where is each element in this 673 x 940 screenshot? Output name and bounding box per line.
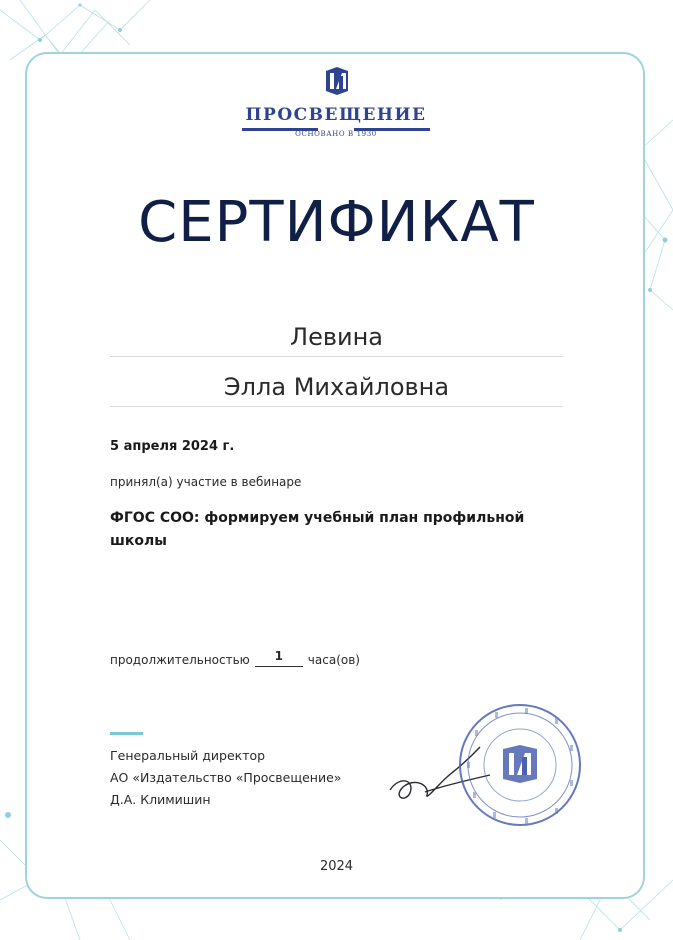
signatory-name: Д.А. Климишин (110, 792, 211, 807)
publisher-emblem-icon (324, 67, 350, 95)
participation-text: принял(а) участие в вебинаре (110, 475, 302, 489)
webinar-title: ФГОС СОО: формируем учебный план профильной школы (110, 510, 525, 549)
signatory-block (110, 745, 341, 811)
recipient-surname: Левина (110, 317, 563, 357)
signatory-organization: АО «Издательство «Просвещение» (110, 770, 342, 785)
signatory-position: Генеральный директор (110, 748, 266, 763)
recipient-given-names: Элла Михайловна (110, 367, 563, 407)
accent-divider (110, 732, 143, 735)
certificate-title: СЕРТИФИКАТ (138, 190, 535, 255)
duration-suffix: часа(ов) (307, 653, 360, 667)
logo-wordmark: ПРОСВЕЩЕНИЕ (245, 105, 427, 125)
publisher-logo (236, 67, 436, 147)
duration-value: 1 (255, 649, 303, 667)
duration-prefix: продолжительностью (110, 653, 250, 667)
event-date: 5 апреля 2024 г. (110, 439, 235, 454)
publisher-seal (455, 700, 585, 830)
duration-line (110, 649, 360, 667)
logo-tagline: ОСНОВАНО В 1930 (295, 130, 377, 138)
certificate-year: 2024 (319, 859, 354, 874)
